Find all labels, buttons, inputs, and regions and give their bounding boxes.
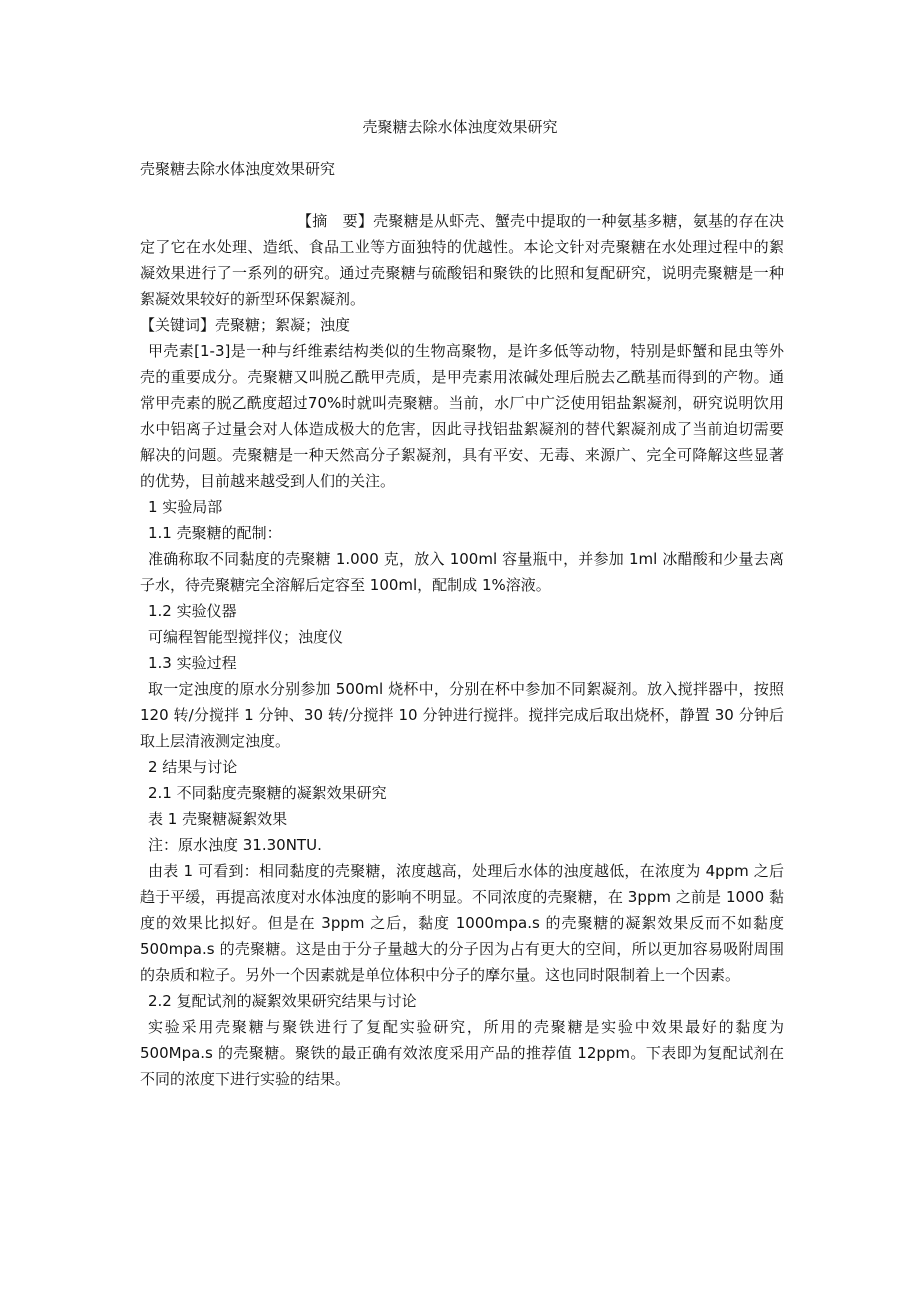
section-heading-1-2: 1.2 实验仪器 [148, 602, 237, 620]
procedure-paragraph: 取一定浊度的原水分别参加 500ml 烧杯中，分别在杯中参加不同絮凝剂。放入搅拌器中，按照 120 转/分搅拌 1 分钟、30 转/分搅拌 10 分钟进行搅拌。搅拌完成后取出烧杯，静置 30 分钟后取上层清液测定浊度。 [140, 680, 784, 750]
intro-paragraph: 甲壳素[1-3]是一种与纤维素结构类似的生物高聚物，是许多低等动物，特别是虾蟹和昆虫等外壳的重要成分。壳聚糖又叫脱乙酰甲壳质，是甲壳素用浓碱处理后脱去乙酰基而得到的产物。通常甲壳素的脱乙酰度超过70%时就叫壳聚糖。当前，水厂中广泛使用铝盐絮凝剂，研究说明饮用水中铝离子过量会对人体造成极大的危害，因此寻找铝盐絮凝剂的替代絮凝剂成了当前迫切需要解决的问题。壳聚糖是一种天然高分子絮凝剂，具有平安、无毒、来源广、完全可降解这些显著的优势，目前越来越受到人们的关注。 [140, 342, 784, 490]
preparation-paragraph: 准确称取不同黏度的壳聚糖 1.000 克，放入 100ml 容量瓶中，并参加 1ml 冰醋酸和少量去离子水，待壳聚糖完全溶解后定容至 100ml，配制成 1%溶液。 [140, 550, 784, 594]
document-title: 壳聚糖去除水体浊度效果研究 [362, 118, 558, 136]
section-heading-2: 2 结果与讨论 [148, 758, 238, 776]
section-heading-2-1: 2.1 不同黏度壳聚糖的凝絮效果研究 [148, 784, 387, 802]
section-heading-1: 1 实验局部 [148, 498, 223, 516]
instruments-line: 可编程智能型搅拌仪；浊度仪 [148, 628, 344, 646]
table-note: 注：原水浊度 31.30NTU. [148, 836, 322, 854]
document-subtitle: 壳聚糖去除水体浊度效果研究 [140, 160, 336, 178]
section-heading-1-1: 1.1 壳聚糖的配制： [148, 524, 282, 542]
section-heading-2-2: 2.2 复配试剂的凝絮效果研究结果与讨论 [148, 992, 417, 1010]
abstract-paragraph: 【摘 要】壳聚糖是从虾壳、蟹壳中提取的一种氨基多糖，氨基的存在决定了它在水处理、造纸、食品工业等方面独特的优越性。本论文针对壳聚糖在水处理过程中的絮凝效果进行了一系列的研究。通过壳聚糖与硫酸铝和聚铁的比照和复配研究，说明壳聚糖是一种絮凝效果较好的新型环保絮凝剂。 [140, 212, 784, 308]
section-heading-1-3: 1.3 实验过程 [148, 654, 237, 672]
keywords-line: 【关键词】壳聚糖；絮凝；浊度 [140, 316, 351, 334]
table-caption-1: 表 1 壳聚糖凝絮效果 [148, 810, 288, 828]
results-paragraph: 由表 1 可看到：相同黏度的壳聚糖，浓度越高，处理后水体的浊度越低，在浓度为 4ppm 之后趋于平缓，再提高浓度对水体浊度的影响不明显。不同浓度的壳聚糖，在 3ppm 之前是 1000 黏度的效果比拟好。但是在 3ppm 之后，黏度 1000mpa.s 的壳聚糖的凝絮效果反而不如黏度 500mpa.s 的壳聚糖。这是由于分子量越大的分子因为占有更大的空间，所以更加容易吸附周围的杂质和粒子。另外一个因素就是单位体积中分子的摩尔量。这也同时限制着上一个因素。 [140, 862, 784, 984]
compound-paragraph: 实验采用壳聚糖与聚铁进行了复配实验研究，所用的壳聚糖是实验中效果最好的黏度为 500Mpa.s 的壳聚糖。聚铁的最正确有效浓度采用产品的推荐值 12ppm。下表即为复配试剂在不同的浓度下进行实验的结果。 [140, 1018, 784, 1088]
document-body [140, 156, 784, 1092]
